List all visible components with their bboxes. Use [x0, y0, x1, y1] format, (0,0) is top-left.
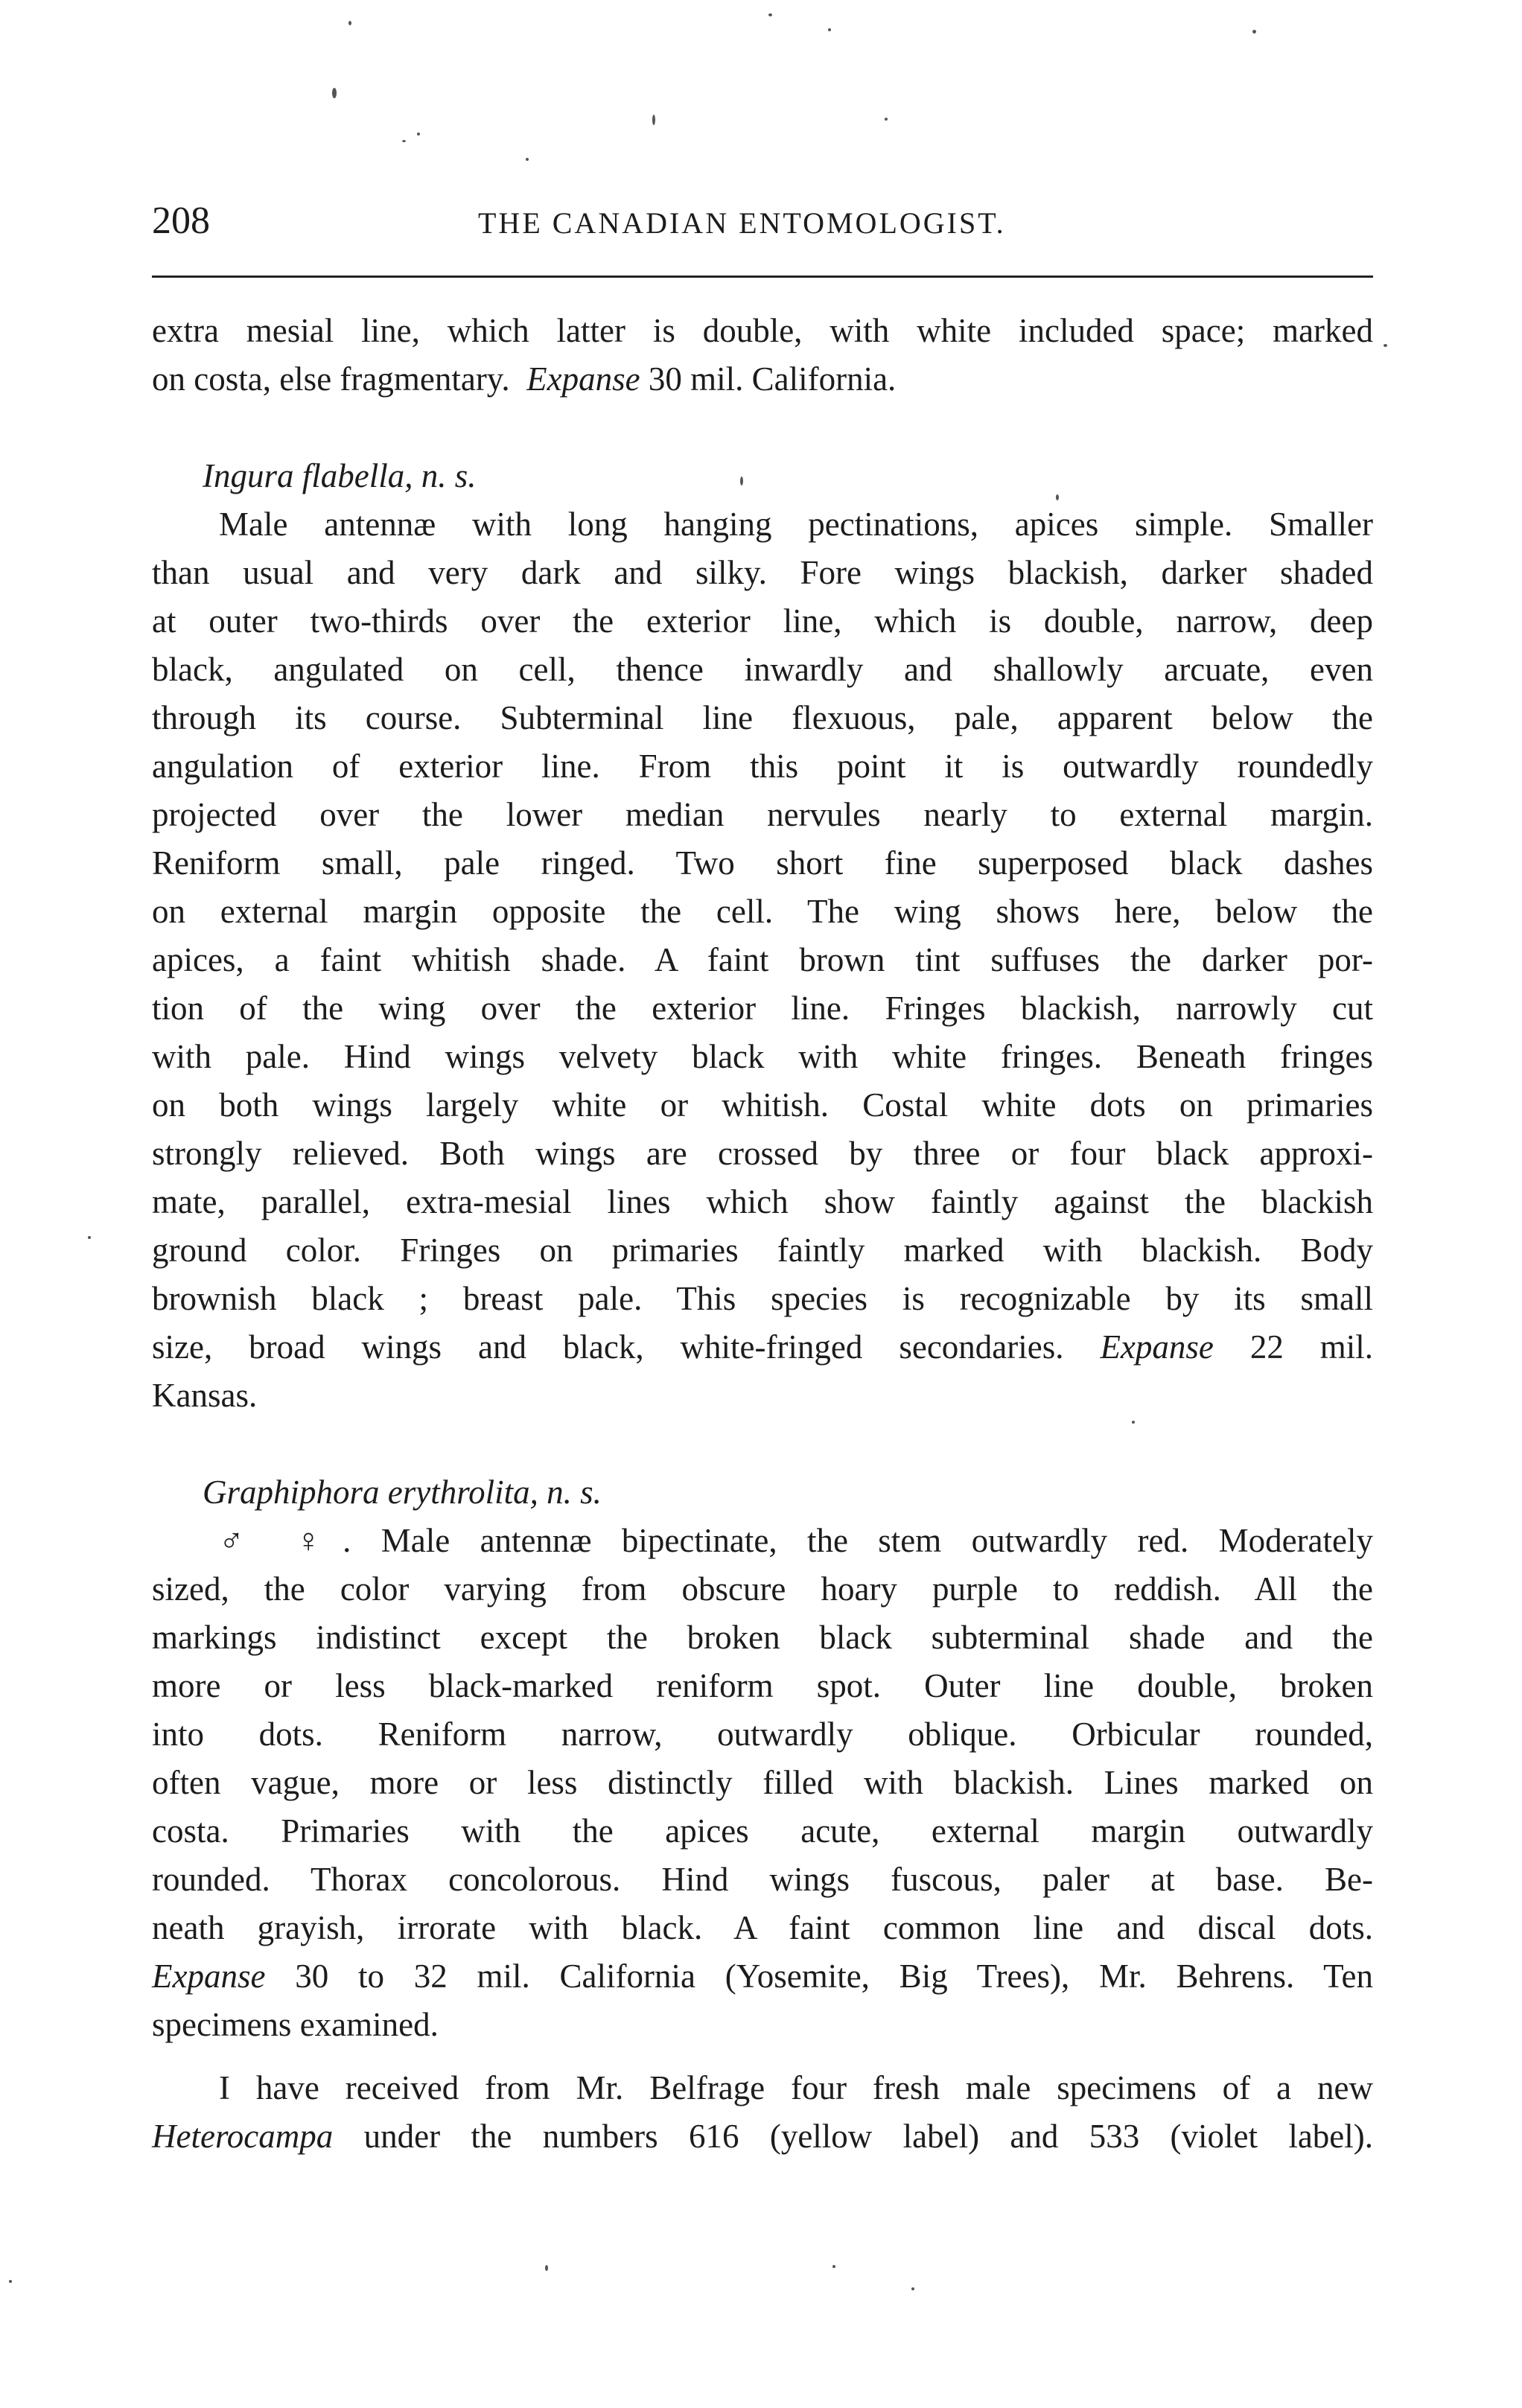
page-header	[152, 195, 1373, 247]
text-line: I have received from Mr. Belfrage four fresh male specimens of a new	[219, 2069, 1373, 2106]
text-line: projected over the lower median nervules nearly to external margin.	[152, 796, 1373, 833]
text-line: Expanse 30 to 32 mil. California (Yosemite, Big Trees), Mr. Behrens. Ten	[152, 1958, 1373, 1995]
text-line: into dots. Reniform narrow, outwardly oblique. Orbicular rounded,	[152, 1716, 1373, 1753]
text-line: on external margin opposite the cell. The wing shows here, below the	[152, 893, 1373, 930]
text-line: on costa, else fragmentary. Expanse 30 mil. California.	[152, 360, 897, 398]
text-line: costa. Primaries with the apices acute, external margin outwardly	[152, 1812, 1373, 1850]
text-line: ground color. Fringes on primaries faintly marked with blackish. Body	[152, 1232, 1373, 1269]
locality: Kansas.	[152, 1377, 258, 1414]
text-line: through its course. Subterminal line flexuous, pale, apparent below the	[152, 699, 1373, 736]
text-line: specimens examined.	[152, 2006, 439, 2043]
text-line: on both wings largely white or whitish. Costal white dots on primaries	[152, 1086, 1373, 1124]
running-head: THE CANADIAN ENTOMOLOGIST.	[478, 206, 1006, 240]
species-designation: n. s.	[547, 1474, 602, 1511]
species-heading	[152, 452, 1373, 500]
text-line: at outer two-thirds over the exterior line, which is double, narrow, deep	[152, 602, 1373, 640]
page-number: 208	[152, 200, 210, 242]
text-line: size, broad wings and black, white-fringed secondaries. Expanse 22 mil.	[152, 1328, 1374, 1366]
expanse-label: Expanse	[152, 1958, 266, 1995]
species-heading	[152, 1468, 1373, 1517]
genus-name: Heterocampa	[152, 2118, 334, 2155]
expanse-label: Expanse	[526, 360, 640, 398]
expanse-label: Expanse	[1100, 1328, 1214, 1366]
text-line: Male antennæ with long hanging pectinations, apices simple. Smaller	[219, 506, 1373, 543]
text-line: often vague, more or less distinctly filled with blackish. Lines marked on	[152, 1764, 1373, 1801]
text-line: more or less black-marked reniform spot. Outer line double, broken	[152, 1667, 1373, 1704]
text-line: angulation of exterior line. From this point it is outwardly roundedly	[152, 748, 1373, 785]
header-rule	[152, 275, 1373, 278]
text-line: markings indistinct except the broken black subterminal shade and the	[152, 1619, 1373, 1656]
text-line: Reniform small, pale ringed. Two short fine superposed black dashes	[152, 844, 1373, 882]
text-line: mate, parallel, extra-mesial lines which show faintly against the blackish	[152, 1183, 1373, 1220]
text-line: tion of the wing over the exterior line. Fringes blackish, narrowly cut	[152, 990, 1373, 1027]
text-line: Heterocampa under the numbers 616 (yellow label) and 533 (violet label).	[152, 2118, 1374, 2155]
text-line: black, angulated on cell, thence inwardly and shallowly arcuate, even	[152, 651, 1373, 688]
text-line: strongly relieved. Both wings are crossed by three or four black approxi-	[152, 1135, 1373, 1172]
article-body	[152, 307, 1373, 2161]
text-line: than usual and very dark and silky. Fore wings blackish, darker shaded	[152, 554, 1373, 591]
text-line: rounded. Thorax concolorous. Hind wings fuscous, paler at base. Be-	[152, 1861, 1373, 1898]
text-line: apices, a faint whitish shade. A faint brown tint suffuses the darker por-	[152, 941, 1373, 978]
sex-symbols: ♂ ♀.	[219, 1522, 351, 1559]
species-name: Graphiphora erythrolita,	[203, 1474, 538, 1511]
text-line: sized, the color varying from obscure hoary purple to reddish. All the	[152, 1570, 1373, 1608]
text-line: ♂ ♀. Male antennæ bipectinate, the stem outwardly red. Moderately	[219, 1522, 1373, 1559]
text-line: neath grayish, irrorate with black. A faint common line and discal dots.	[152, 1909, 1373, 1946]
text-line: extra mesial line, which latter is double, with white included space; marked	[152, 312, 1373, 349]
species-name: Ingura flabella,	[203, 457, 413, 494]
species-designation: n. s.	[421, 457, 477, 494]
text-line: with pale. Hind wings velvety black with white fringes. Beneath fringes	[152, 1038, 1373, 1075]
text-line: brownish black ; breast pale. This species is recognizable by its small	[152, 1280, 1373, 1317]
